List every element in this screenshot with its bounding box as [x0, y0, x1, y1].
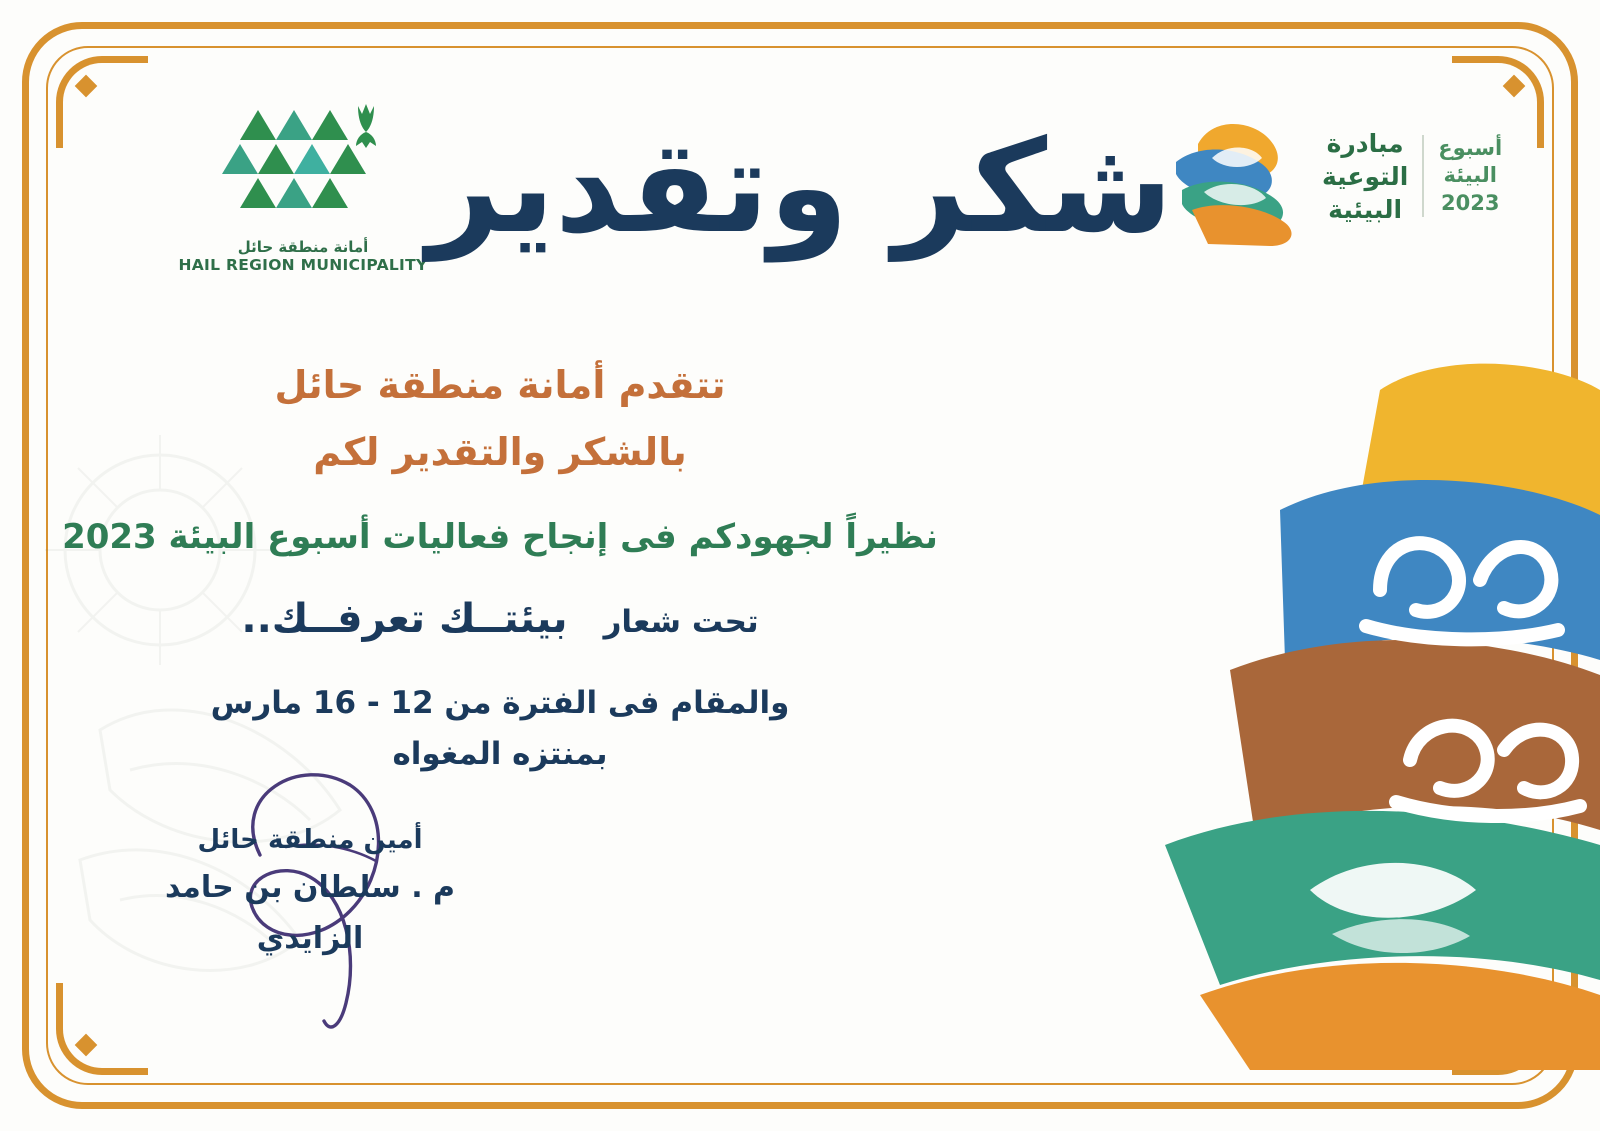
- body-line-5: بمنتزه المغواه: [392, 736, 608, 773]
- slogan-row: [0, 596, 1000, 642]
- slogan-text: بيئتــك تعرفــك..: [241, 596, 568, 643]
- initiative-sub-line-3: 2023: [1441, 190, 1500, 215]
- municipality-caption-english: HAIL REGION MUNICIPALITY: [178, 256, 428, 274]
- municipality-caption-arabic: أمانة منطقة حائل: [237, 238, 369, 256]
- page-title: شكر وتقدير: [427, 113, 1173, 262]
- initiative-line-2: التوعية: [1322, 161, 1409, 191]
- certificate-body: [0, 352, 1000, 780]
- body-line-2: بالشكر والتقدير لكم: [313, 429, 687, 474]
- signature-block: [110, 820, 510, 964]
- corner-ornament-bottom-left: [56, 983, 148, 1075]
- initiative-sub-line-1: أسبوع: [1438, 136, 1503, 161]
- certificate-title-wrap: [0, 92, 1600, 284]
- slogan-label: تحت شعار: [603, 604, 759, 641]
- body-line-3: نظيراً لجهودكم فى إنجاح فعاليات أسبوع البيئة 2023: [62, 517, 938, 557]
- body-line-4: والمقام فى الفترة من 12 - 16 مارس: [210, 685, 790, 722]
- initiative-line-3: البيئية: [1328, 194, 1403, 224]
- signature-title: أمين منطقة حائل: [197, 825, 423, 855]
- signature-name: م . سلطان بن حامد الزايدي: [164, 869, 456, 956]
- initiative-line-1: مبادرة: [1326, 128, 1404, 158]
- corner-ornament-bottom-right: [1452, 983, 1544, 1075]
- body-line-1: تتقدم أمانة منطقة حائل: [274, 363, 726, 407]
- initiative-sub-line-2: البيئة: [1443, 163, 1498, 188]
